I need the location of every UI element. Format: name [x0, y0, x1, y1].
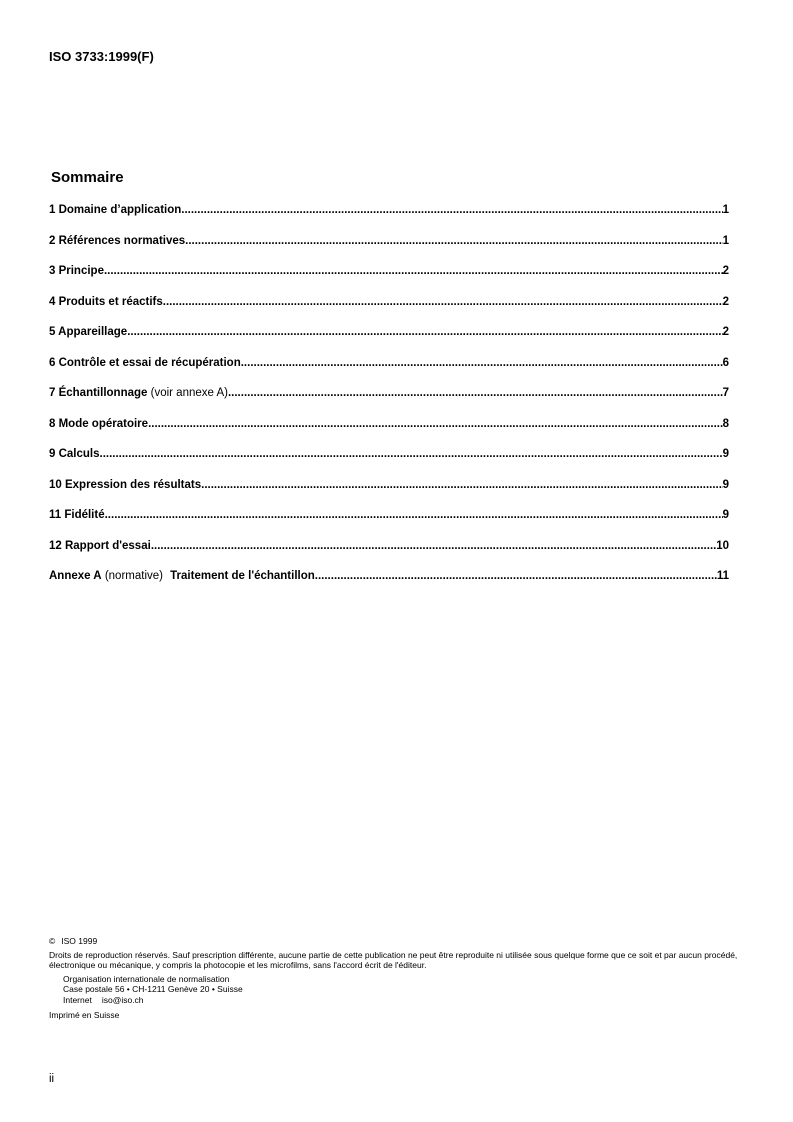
- toc-page-number: 9: [722, 509, 729, 521]
- toc-entry[interactable]: [49, 475, 729, 506]
- rights-notice: Droits de reproduction réservés. Sauf prescription différente, aucune partie de cette publication ne peut être reproduite ni utilisée sous quelque forme que ce soit et par aucun procédé, électronique ou mécanique, y compris la photocopie et les microfilms, sans l'accord écrit de l'éditeur.: [49, 949, 738, 970]
- table-of-contents: [49, 200, 729, 597]
- toc-entry-label: 8 Mode opératoire: [49, 417, 149, 430]
- toc-page-number: 2: [722, 265, 729, 277]
- toc-entry-title: [49, 444, 100, 464]
- toc-dot-leader: [241, 353, 723, 373]
- toc-page-number: 7: [722, 387, 729, 399]
- toc-entry-subtitle: Traitement de l'échantillon: [170, 570, 315, 582]
- toc-entry-label: 10 Expression des résultats: [49, 478, 202, 491]
- toc-page-number: 1: [722, 204, 729, 216]
- toc-entry[interactable]: [49, 505, 729, 536]
- toc-page-number: 2: [722, 326, 729, 338]
- organisation-address: [49, 974, 739, 1006]
- toc-entry-label: 5 Appareillage: [49, 326, 128, 338]
- toc-entry-title: [49, 475, 201, 495]
- toc-entry-title: [49, 414, 148, 434]
- toc-dot-leader: [104, 261, 723, 281]
- page-number: ii: [49, 1073, 55, 1085]
- toc-entry-title: [49, 231, 185, 251]
- toc-entry[interactable]: [49, 261, 729, 292]
- toc-entry[interactable]: [49, 231, 729, 262]
- toc-dot-leader: [185, 231, 722, 251]
- toc-entry[interactable]: [49, 383, 729, 414]
- copyright-symbol: ©: [49, 936, 56, 946]
- toc-entry[interactable]: [49, 444, 729, 475]
- toc-entry[interactable]: [49, 536, 729, 567]
- toc-entry-title: [49, 505, 105, 525]
- toc-entry-title: [49, 566, 315, 586]
- toc-dot-leader: [127, 322, 722, 342]
- toc-entry-title: [49, 383, 228, 403]
- toc-entry-label: 4 Produits et réactifs: [49, 295, 163, 308]
- toc-dot-leader: [181, 200, 722, 220]
- toc-entry-label: 6 Contrôle et essai de récupération: [49, 356, 241, 369]
- internet-line: [63, 995, 739, 1006]
- toc-entry[interactable]: [49, 414, 729, 445]
- toc-dot-leader: [105, 505, 723, 525]
- email-address: iso@iso.ch: [101, 994, 144, 1005]
- toc-entry[interactable]: [49, 566, 729, 597]
- toc-entry-title: [49, 353, 241, 373]
- toc-dot-leader: [100, 444, 723, 464]
- toc-heading: Sommaire: [51, 169, 124, 186]
- toc-entry[interactable]: [49, 353, 729, 384]
- toc-dot-leader: [151, 536, 716, 556]
- toc-page-number: 11: [716, 570, 729, 582]
- toc-page-number: 10: [716, 539, 729, 552]
- toc-dot-leader: [228, 383, 723, 403]
- toc-entry-title: [49, 200, 181, 220]
- toc-dot-leader: [201, 475, 722, 495]
- copyright-year: ISO 1999: [61, 936, 98, 946]
- toc-entry-label: 3 Principe: [49, 265, 104, 277]
- toc-entry-note: (voir annexe A): [147, 387, 228, 399]
- postal-address: Case postale 56 • CH-1211 Genève 20 • Suisse: [63, 984, 243, 994]
- toc-entry[interactable]: [49, 200, 729, 231]
- toc-entry[interactable]: [49, 322, 729, 353]
- toc-entry-label: 11 Fidélité: [49, 509, 105, 521]
- copyright-block: [49, 936, 739, 1021]
- document-reference: ISO 3733:1999(F): [49, 49, 154, 64]
- toc-entry-title: [49, 322, 127, 342]
- toc-dot-leader: [148, 414, 723, 434]
- toc-page-number: 9: [722, 448, 729, 460]
- toc-page-number: 1: [722, 234, 729, 247]
- internet-label: Internet: [63, 994, 92, 1005]
- toc-entry-note: (normative): [101, 570, 167, 582]
- toc-entry-label: 7 Échantillonnage: [49, 387, 148, 399]
- toc-entry-title: [49, 292, 163, 312]
- toc-dot-leader: [315, 566, 717, 586]
- organisation-name: Organisation internationale de normalisation: [63, 973, 230, 984]
- toc-page-number: 6: [722, 356, 729, 369]
- toc-entry-label: 12 Rapport d'essai: [49, 539, 151, 552]
- toc-entry[interactable]: [49, 292, 729, 323]
- toc-entry-title: [49, 536, 151, 556]
- toc-page-number: 8: [722, 417, 729, 430]
- toc-entry-title: [49, 261, 104, 281]
- toc-entry-label: Annexe A: [49, 570, 102, 582]
- toc-entry-label: 1 Domaine d’application: [49, 204, 182, 216]
- toc-page-number: 2: [722, 295, 729, 308]
- toc-entry-label: 2 Références normatives: [49, 234, 186, 247]
- toc-entry-label: 9 Calculs: [49, 448, 100, 460]
- toc-page-number: 9: [722, 478, 729, 491]
- printed-in: Imprimé en Suisse: [49, 1010, 120, 1020]
- copyright-line: [49, 936, 739, 947]
- toc-dot-leader: [163, 292, 723, 312]
